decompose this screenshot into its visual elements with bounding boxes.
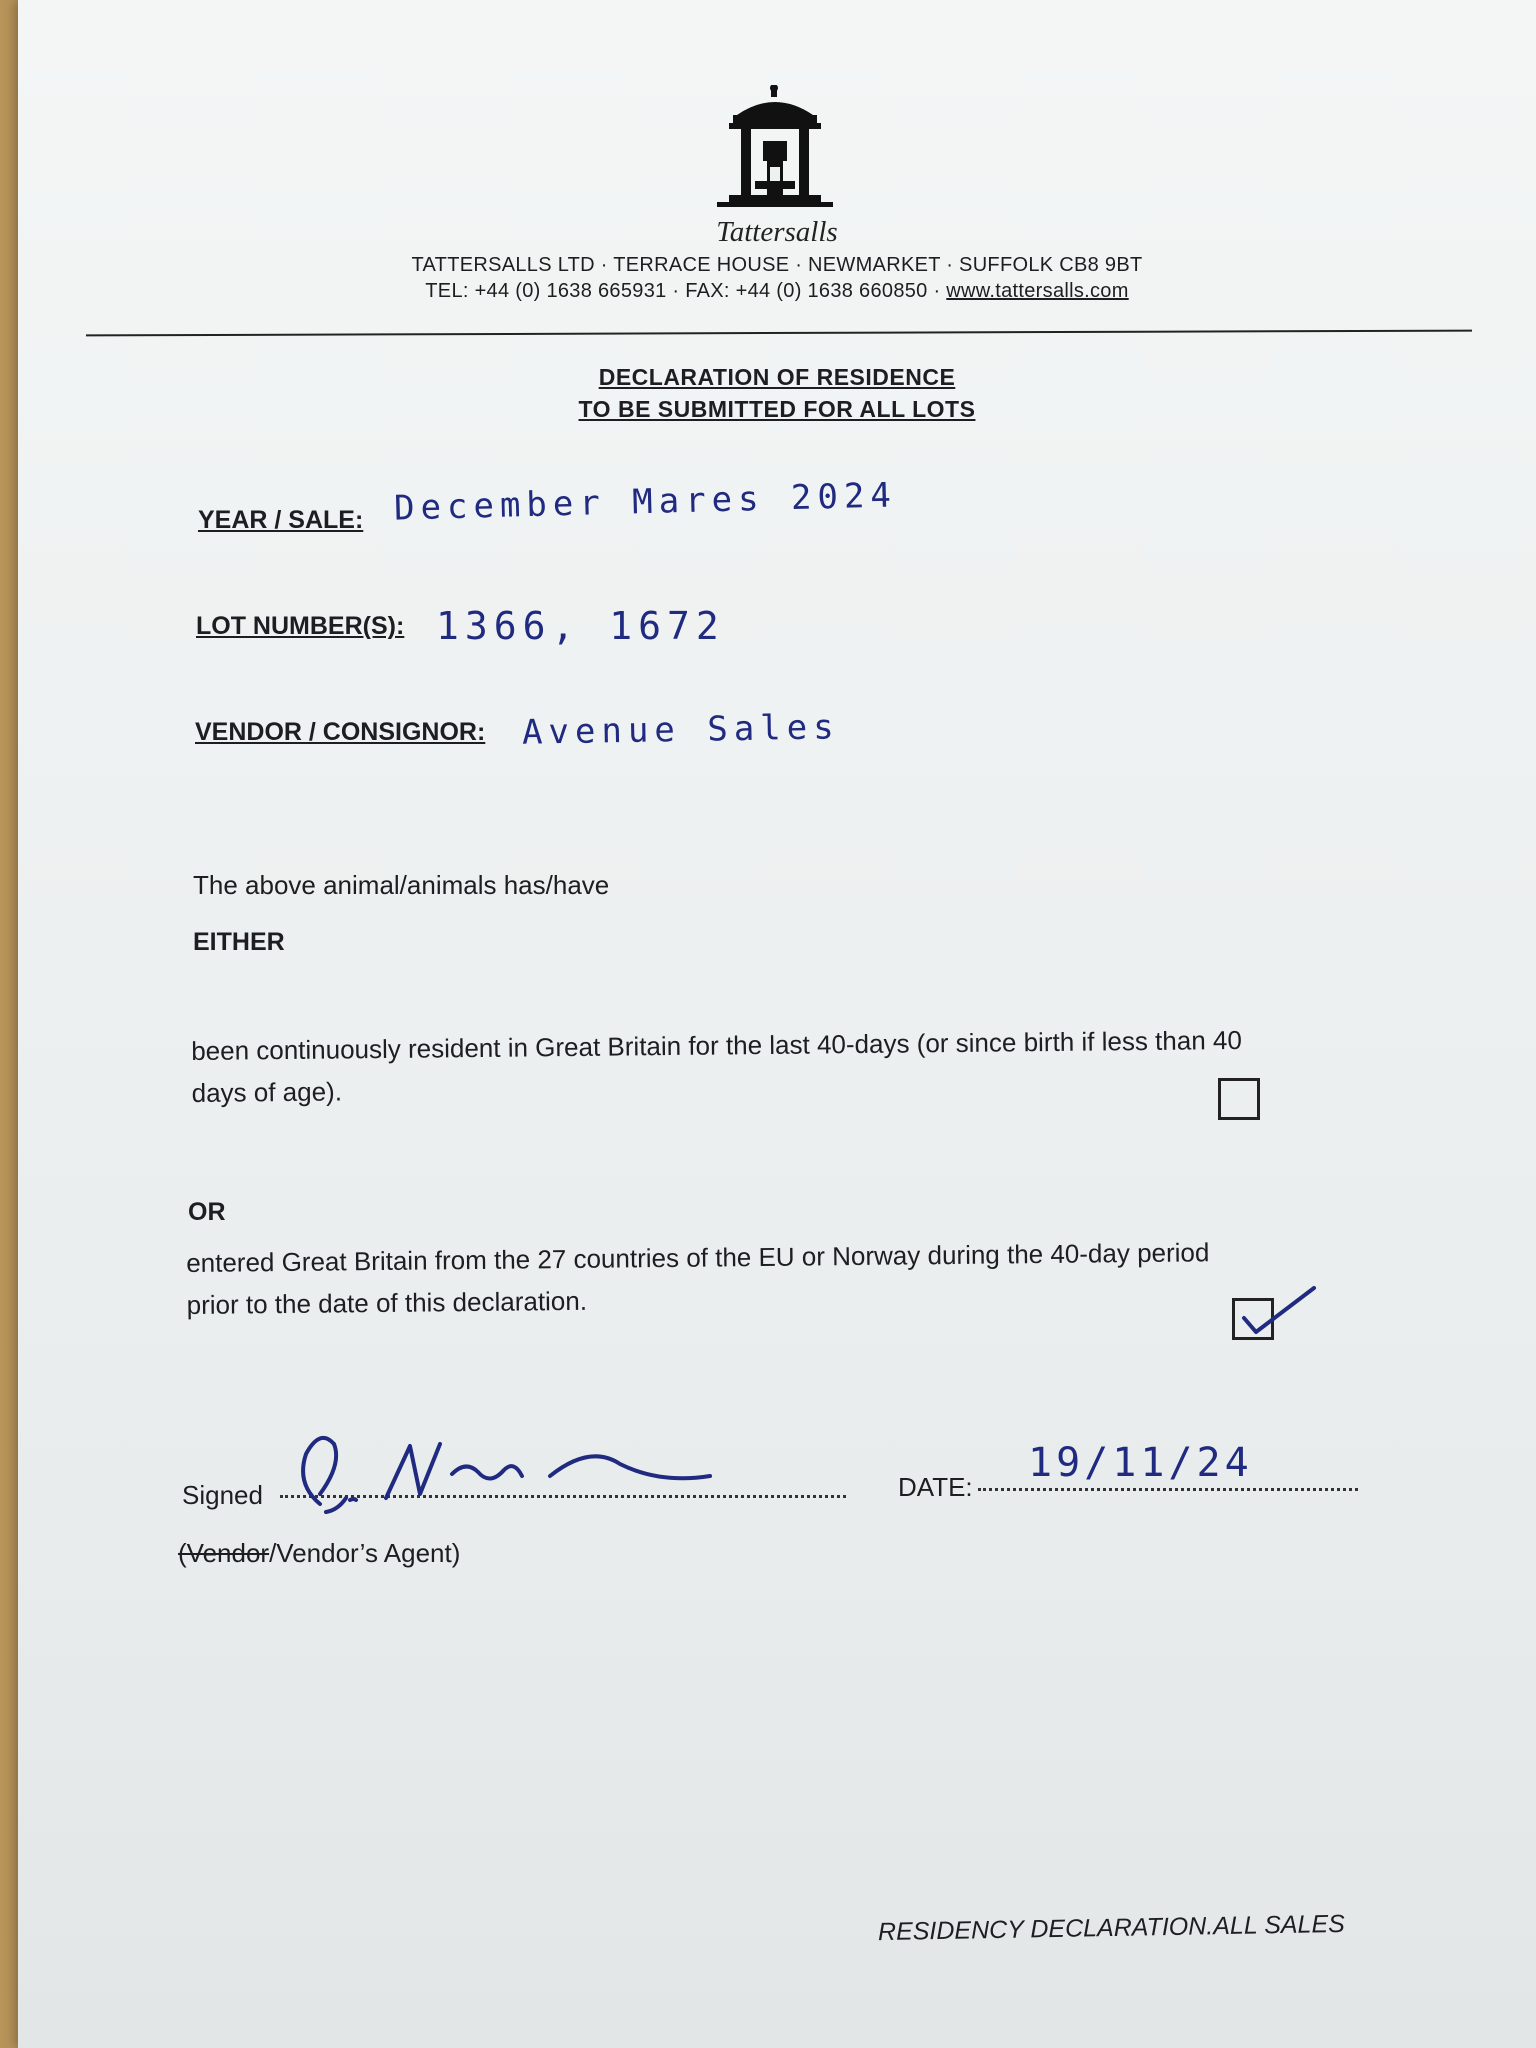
option2-line1: entered Great Britain from the 27 countries of the EU or Norway during the 40-day period: [186, 1237, 1210, 1278]
option2-line2: prior to the date of this declaration.: [186, 1285, 588, 1320]
header-divider: [86, 330, 1472, 337]
document-page: [18, 0, 1536, 2048]
brand-name: Tattersalls: [716, 216, 838, 248]
intro-text: The above animal/animals has/have: [193, 870, 610, 900]
date-field[interactable]: 19/11/24: [1028, 1440, 1253, 1486]
company-contact: [18, 280, 1536, 303]
option1-line1: been continuously resident in Great Britain for the last 40-days (or since birth if less than 40: [191, 1024, 1242, 1066]
footer-reference: RESIDENCY DECLARATION.ALL SALES: [877, 1909, 1346, 1947]
year-sale-field[interactable]: December Mares 2024: [393, 475, 898, 529]
signature-image[interactable]: [290, 1424, 730, 1524]
date-label: DATE:: [898, 1472, 973, 1502]
form-subtitle: TO BE SUBMITTED FOR ALL LOTS: [578, 396, 976, 422]
contact-numbers: TEL: +44 (0) 1638 665931 · FAX: +44 (0) 1638 660850 ·: [425, 280, 947, 302]
either-heading: EITHER: [193, 928, 285, 956]
option2-text: [186, 1231, 1210, 1326]
lot-numbers-field[interactable]: 1366, 1672: [436, 604, 725, 648]
date-line: [978, 1488, 1358, 1491]
website-link[interactable]: www.tattersalls.com: [946, 280, 1129, 302]
signed-label: Signed: [182, 1480, 263, 1510]
role-vendor-struck: (Vendor: [178, 1538, 270, 1568]
lot-numbers-label: LOT NUMBER(S):: [196, 612, 405, 640]
role-vendor-agent: /Vendor’s Agent): [269, 1538, 461, 1568]
vendor-field[interactable]: Avenue Sales: [521, 707, 840, 753]
form-title: DECLARATION OF RESIDENCE: [598, 364, 956, 390]
year-sale-label: YEAR / SALE:: [198, 506, 364, 534]
option1-checkbox[interactable]: [1218, 1078, 1260, 1120]
signatory-role: [178, 1532, 460, 1574]
checkmark-icon: [1240, 1282, 1320, 1342]
rotunda-statue-icon: [715, 85, 835, 215]
company-address: TATTERSALLS LTD · TERRACE HOUSE · NEWMARKET · SUFFOLK CB8 9BT: [411, 254, 1143, 276]
vendor-label: VENDOR / CONSIGNOR:: [195, 718, 486, 746]
option1-text: [191, 1019, 1242, 1114]
or-heading: OR: [188, 1198, 226, 1226]
option1-line2: days of age).: [191, 1076, 343, 1108]
